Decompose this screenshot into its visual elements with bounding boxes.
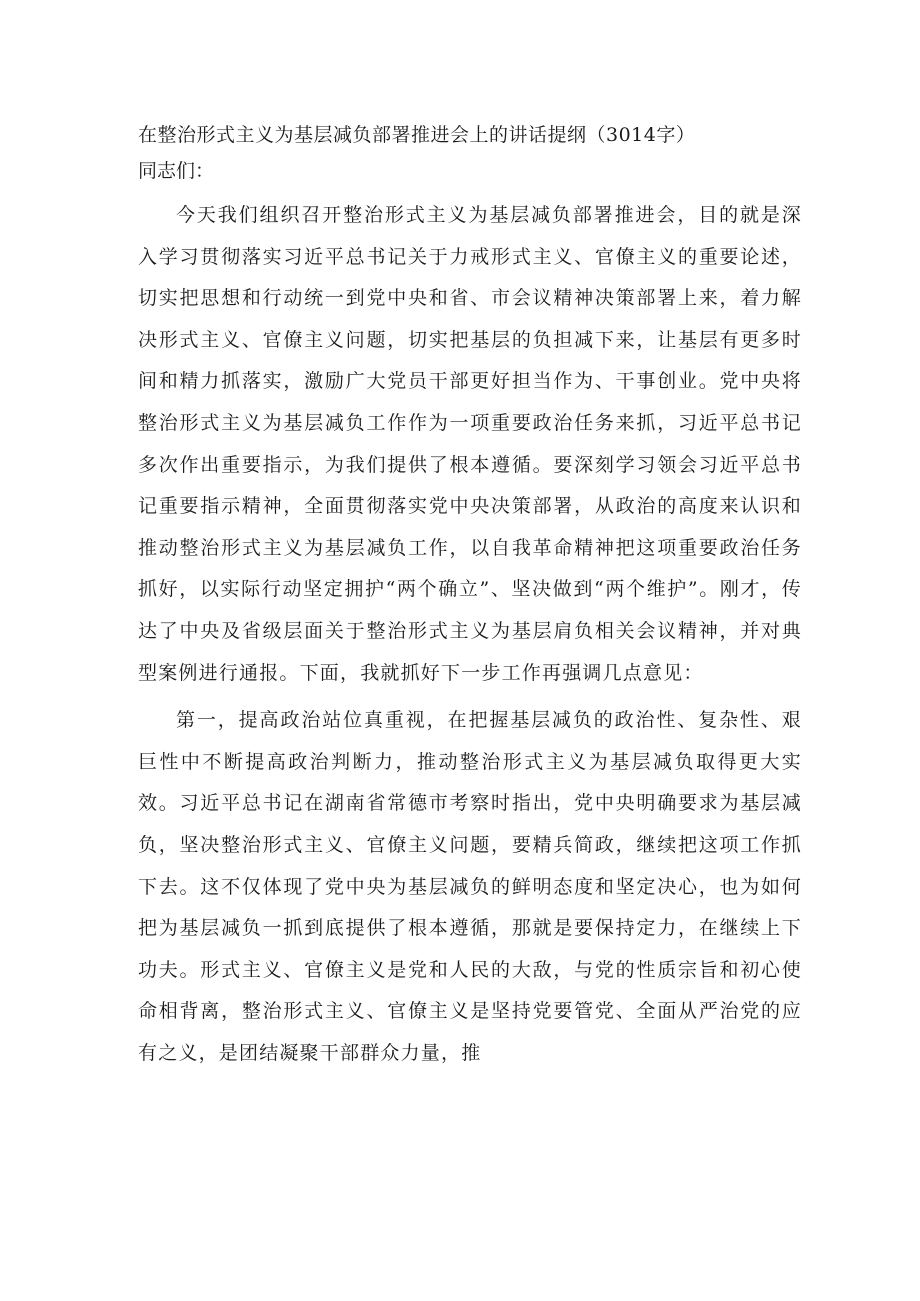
salutation: 同志们： <box>138 160 215 182</box>
paragraph-intro: 今天我们组织召开整治形式主义为基层减负部署推进会，目的就是深入学习贯彻落实习近平总书记关于力戒形式主义、官僚主义的重要论述，切实把思想和行动统一到党中央和省、市会议精神决策部署上来，着力解决形式主义、官僚主义问题，切实把基层的负担减下来，让基层有更多时间和精力抓落实，激励广大党员干部更好担当作为、干事创业。党中央将整治形式主义为基层减负工作作为一项重要政治任务来抓，习近平总书记多次作出重要指示，为我们提供了根本遵循。要深刻学习领会习近平总书记重要指示精神，全面贯彻落实党中央决策部署，从政治的高度来认识和推动整治形式主义为基层减负工作，以自我革命精神把这项重要政治任务抓好，以实际行动坚定拥护“两个确立”、坚决做到“两个维护”。刚才，传达了中央及省级层面关于整治形式主义为基层肩负相关会议精神，并对典型案例进行通报。下面，我就抓好下一步工作再强调几点意见： <box>138 204 802 684</box>
paragraph-first-point: 第一，提高政治站位真重视，在把握基层减负的政治性、复杂性、艰巨性中不断提高政治判断力，推动整治形式主义为基层减负取得更大实效。习近平总书记在湖南省常德市考察时指出，党中央明确要求为基层减负，坚决整治形式主义、官僚主义问题，要精兵简政，继续把这项工作抓下去。这不仅体现了党中央为基层减负的鲜明态度和坚定决心，也为如何把为基层减负一抓到底提供了根本遵循，那就是要保持定力，在继续上下功夫。形式主义、官僚主义是党和人民的大敌，与党的性质宗旨和初心使命相背离，整治形式主义、官僚主义是坚持党要管党、全面从严治党的应有之义，是团结凝聚干部群众力量，推 <box>138 709 802 1064</box>
document-body <box>138 117 802 1080</box>
document-title: 在整治形式主义为基层减负部署推进会上的讲话提纲（3014字） <box>138 124 696 146</box>
